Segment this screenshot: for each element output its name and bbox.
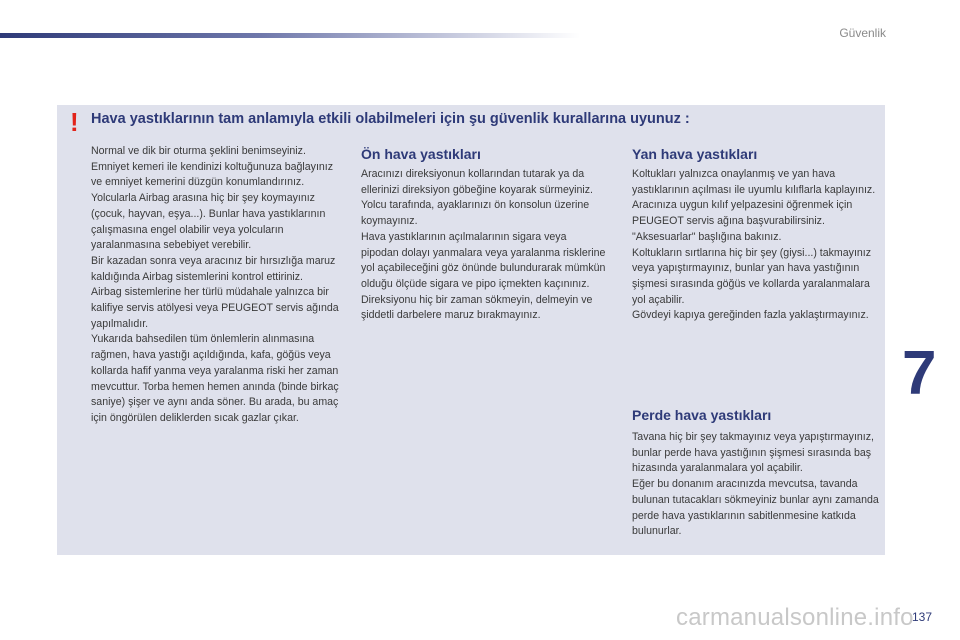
rule-paragraph: Yolcularla Airbag arasına hiç bir şey koymayınız (çocuk, hayvan, eşya...). Bunlar hava yastıklarının çalışmasına engel olabilir veya yolcuların yaralanmasına sebebiyet verebilir. [91,192,326,252]
rule-paragraph: Normal ve dik bir oturma şeklini benimseyiniz. [91,145,306,157]
side-airbags-column [632,167,882,324]
side-airbags-title: Yan hava yastıkları [632,146,758,162]
curtain-airbags-paragraph: Tavana hiç bir şey takmayınız veya yapıştırmayınız, bunlar perde hava yastığının şişmesi sırasında baş hizasında yaralanmalara yol açabilir. [632,431,874,475]
curtain-airbags-column [632,430,884,540]
rule-paragraph: Yukarıda bahsedilen tüm önlemlerin alınmasına rağmen, hava yastığı açıldığında, kafa, göğüs veya kollarda hafif yanma veya yaralanma riski her zaman mevcuttur. Torba hemen hemen anında (binde birkaç saniye) şişer ve aynı anda söner. Bu arada, bu amaç için öngörülen deliklerden sıcak gazlar çıkar. [91,333,339,424]
front-airbags-column [361,167,607,324]
rule-paragraph: Emniyet kemeri ile kendinizi koltuğunuza bağlayınız ve emniyet kemerini düzgün konumlandırınız. [91,160,334,189]
front-airbags-paragraph: Hava yastıklarının açılmalarının sigara veya pipodan dolayı yanmalara veya yaralanma risklerine yol açabileceğini göz önünde bulundurarak mümkün olduğu ölçüde sigara ve pipo içmekten kaçınınız. [361,230,606,290]
side-airbags-paragraph: "Aksesuarlar" başlığına bakınız. [632,230,782,243]
front-airbags-paragraph: Yolcu tarafında, ayaklarınızı ön konsolun üzerine koymayınız. [361,199,590,228]
general-rules-column [91,144,343,427]
side-airbags-paragraph: Koltukların sırtlarına hiç bir şey (giysi...) takmayınız veya yapıştırmayınız, bunlar yan hava yastığının şişmesi sırasında göğüs ve kollarda yaralanmalara yol açabilir. [632,246,872,306]
header-gradient-bar [0,33,580,38]
rule-paragraph: Airbag sistemlerine her türlü müdahale yalnızca bir kalifiye servis atölyesi veya PEUGEOT servis ağında yapılmalıdır. [91,286,339,330]
front-airbags-title: Ön hava yastıkları [361,146,481,162]
side-airbags-paragraph: Koltukları yalnızca onaylanmış ve yan hava yastıklarının açılması ile uyumlu kılıflarla kaplayınız. Aracınıza uygun kılıf yelpazesini öğrenmek için PEUGEOT servis ağına başvurabilirsiniz. [632,168,876,228]
page-number: 137 [912,610,933,624]
front-airbags-paragraph: Aracınızı direksiyonun kollarından tutarak ya da ellerinizi direksiyon göbeğine koyarak sürmeyiniz. [361,168,593,196]
curtain-airbags-title: Perde hava yastıkları [632,407,772,423]
rule-paragraph: Bir kazadan sonra veya aracınız bir hırsızlığa maruz kaldığında Airbag sistemlerini kontrol ettiriniz. [91,254,336,283]
warning-panel [57,105,885,555]
front-airbags-paragraph: Direksiyonu hiç bir zaman sökmeyin, delmeyin ve şiddetli darbelere maruz bırakmayınız. [361,293,593,322]
chapter-number: 7 [902,339,937,408]
section-title: Güvenlik [839,26,886,40]
exclamation-icon: ! [70,107,79,137]
warning-title: Hava yastıklarının tam anlamıyla etkili olabilmeleri için şu güvenlik kurallarına uyunuz : [91,111,690,127]
side-airbags-paragraph: Gövdeyi kapıya gereğinden fazla yaklaştırmayınız. [632,309,869,322]
curtain-airbags-paragraph: Eğer bu donanım aracınızda mevcutsa, tavanda bulunan tutacakları sökmeyiniz bunlar aynı zamanda perde hava yastıklarının sabitlenmesine katkıda bulunurlar. [632,478,879,538]
watermark: carmanualsonline.info [676,604,914,631]
